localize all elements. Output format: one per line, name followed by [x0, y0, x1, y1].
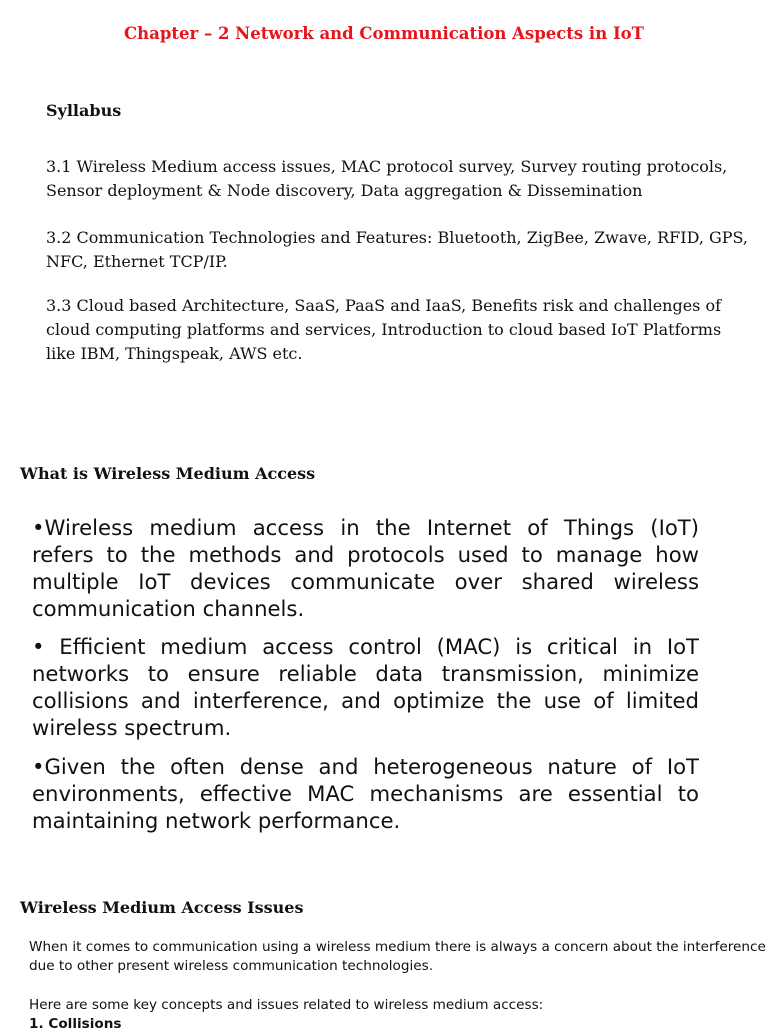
text-line: • Efficient medium access control (MAC) is critical in IoT: [32, 634, 699, 659]
text-line: collisions and interference, and optimize the use of limited: [32, 688, 699, 713]
text-line: When it comes to communication using a wireless medium there is always a concern about the interference: [29, 939, 766, 955]
text-line: •Wireless medium access in the Internet of Things (IoT): [32, 515, 699, 540]
bullet-paragraph: [32, 753, 699, 834]
text-line: cloud computing platforms and services, Introduction to cloud based IoT Platforms: [46, 320, 722, 339]
list-item: 1. Collisions: [29, 1016, 122, 1032]
bullet-paragraph: [32, 633, 699, 741]
text-line: environments, effective MAC mechanisms are essential to: [32, 781, 699, 806]
syllabus-item: [46, 226, 749, 274]
syllabus-item: [46, 155, 746, 203]
text-line: communication channels.: [32, 596, 305, 621]
body-paragraph: [29, 996, 754, 1015]
text-line: 3.1 Wireless Medium access issues, MAC protocol survey, Survey routing protocols,: [46, 157, 728, 176]
text-line: •Given the often dense and heterogeneous nature of IoT: [32, 754, 699, 779]
bullet-paragraph: [32, 514, 699, 622]
text-line: Sensor deployment & Node discovery, Data aggregation & Dissemination: [46, 181, 643, 200]
text-line: like IBM, Thingspeak, AWS etc.: [46, 344, 303, 363]
section-heading-what-is-wma: What is Wireless Medium Access: [20, 464, 316, 483]
text-line: due to other present wireless communication technologies.: [29, 958, 434, 974]
text-line: networks to ensure reliable data transmission, minimize: [32, 661, 699, 686]
text-line: 3.3 Cloud based Architecture, SaaS, PaaS and IaaS, Benefits risk and challenges of: [46, 296, 722, 315]
chapter-title: Chapter – 2 Network and Communication Aspects in IoT: [124, 24, 644, 43]
text-line: wireless spectrum.: [32, 715, 232, 740]
text-line: maintaining network performance.: [32, 808, 401, 833]
section-heading-wma-issues: Wireless Medium Access Issues: [20, 898, 304, 917]
text-line: Here are some key concepts and issues related to wireless medium access:: [29, 997, 544, 1013]
text-line: multiple IoT devices communicate over shared wireless: [32, 569, 699, 594]
text-line: refers to the methods and protocols used to manage how: [32, 542, 699, 567]
syllabus-item: [46, 294, 746, 366]
body-paragraph: [29, 938, 766, 976]
text-line: 3.2 Communication Technologies and Features: Bluetooth, ZigBee, Zwave, RFID, GPS,: [46, 228, 749, 247]
text-line: NFC, Ethernet TCP/IP.: [46, 252, 228, 271]
syllabus-heading: Syllabus: [46, 101, 122, 120]
